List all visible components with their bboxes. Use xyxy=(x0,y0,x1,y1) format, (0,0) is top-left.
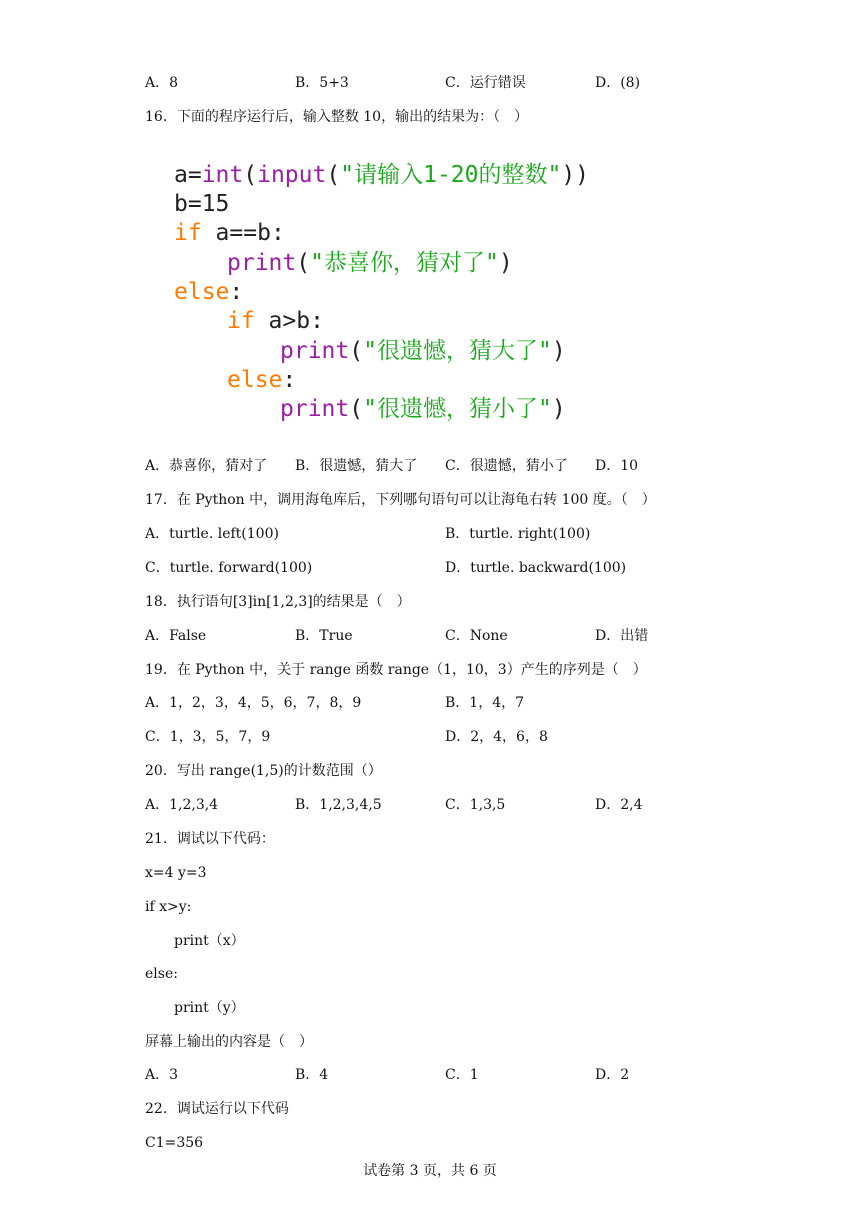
q19-option-b: B．1，4，7 xyxy=(445,695,525,711)
q21-code-line-1: x=4 y=3 xyxy=(145,865,207,881)
q15-option-b: B．5+3 xyxy=(295,75,349,91)
q19-option-d: D．2，4，6，8 xyxy=(445,729,548,745)
q21-option-a: A．3 xyxy=(145,1067,179,1083)
q16-stem: 16．下面的程序运行后，输入整数 10，输出的结果为：（ ） xyxy=(145,109,529,125)
q19-stem: 19．在 Python 中，关于 range 函数 range（1，10，3）产生的序列是（ ） xyxy=(145,662,647,678)
code-line-3: if a==b: xyxy=(174,220,285,246)
q20-option-a: A．1,2,3,4 xyxy=(145,797,219,813)
q20-option-b: B．1,2,3,4,5 xyxy=(295,797,382,813)
q20-option-c: C．1,3,5 xyxy=(445,797,506,813)
q21-code-line-3: print（x） xyxy=(174,933,245,949)
q17-option-d: D．turtle. backward(100) xyxy=(445,560,627,576)
q19-option-a: A．1，2，3，4，5，6，7，8，9 xyxy=(145,695,362,711)
code-line-4: print("恭喜你，猜对了") xyxy=(227,250,513,276)
q19-option-c: C．1，3，5，7，9 xyxy=(145,729,271,745)
q15-option-a: A．8 xyxy=(145,75,179,91)
q21-stem: 21．调试以下代码： xyxy=(145,831,275,847)
q17-option-b: B．turtle. right(100) xyxy=(445,526,591,542)
q15-option-c: C．运行错误 xyxy=(445,75,526,91)
q16-option-b: B．很遗憾，猜大了 xyxy=(295,458,418,474)
q20-option-d: D．2,4 xyxy=(595,797,643,813)
code-line-1: a=int(input("请输入1-20的整数")) xyxy=(174,162,590,188)
q16-option-a: A．恭喜你，猜对了 xyxy=(145,458,268,474)
q22-code-line-1: C1=356 xyxy=(145,1135,204,1151)
code-line-7: print("很遗憾，猜大了") xyxy=(280,338,566,364)
page-footer: 试卷第 3 页，共 6 页 xyxy=(363,1163,497,1179)
q15-option-d: D．(8) xyxy=(595,75,641,91)
q16-option-d: D．10 xyxy=(595,458,639,474)
code-line-6: if a>b: xyxy=(227,308,324,334)
q21-code-line-2: if x>y: xyxy=(145,899,192,915)
q21-code-line-4: else: xyxy=(145,966,178,982)
q18-stem: 18．执行语句[3]in[1,2,3]的结果是（ ） xyxy=(145,594,411,610)
q21-option-b: B．4 xyxy=(295,1067,329,1083)
q21-option-c: C．1 xyxy=(445,1067,479,1083)
q17-stem: 17．在 Python 中，调用海龟库后，下列哪句语句可以让海龟右转 100 度。（ ） xyxy=(145,492,656,508)
code-line-9: print("很遗憾，猜小了") xyxy=(280,396,566,422)
q17-option-c: C．turtle. forward(100) xyxy=(145,560,313,576)
q18-option-b: B．True xyxy=(295,628,353,644)
q17-option-a: A．turtle. left(100) xyxy=(145,526,279,542)
code-line-5: else: xyxy=(174,279,244,305)
q20-stem: 20．写出 range(1,5)的计数范围（） xyxy=(145,763,382,779)
code-line-8: else: xyxy=(227,367,297,393)
q18-option-c: C．None xyxy=(445,628,508,644)
q21-code-line-5: print（y） xyxy=(174,1000,245,1016)
q21-option-d: D．2 xyxy=(595,1067,630,1083)
q22-stem: 22．调试运行以下代码 xyxy=(145,1101,289,1117)
q18-option-d: D．出错 xyxy=(595,628,649,644)
q21-question: 屏幕上输出的内容是（ ） xyxy=(145,1034,313,1050)
code-line-2: b=15 xyxy=(174,191,230,217)
q16-option-c: C．很遗憾，猜小了 xyxy=(445,458,568,474)
q18-option-a: A．False xyxy=(145,628,207,644)
